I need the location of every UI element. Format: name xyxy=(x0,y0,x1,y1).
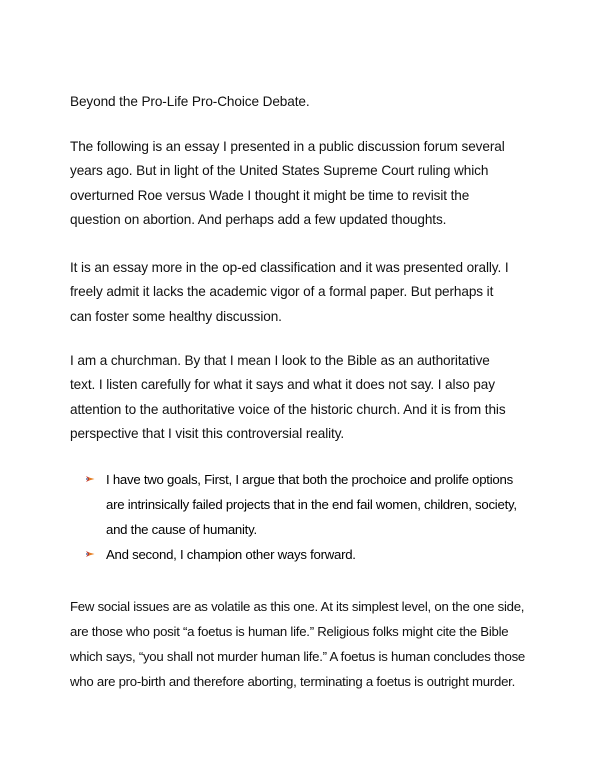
arrow-bullet-icon xyxy=(86,475,95,483)
paragraph-line: can foster some healthy discussion. xyxy=(70,308,282,324)
bullet-line: and the cause of humanity. xyxy=(106,522,257,537)
paragraph-line: overturned Roe versus Wade I thought it might be time to revisit the xyxy=(70,187,470,203)
paragraph-line: question on abortion. And perhaps add a few updated thoughts. xyxy=(70,211,447,227)
paragraph-line: who are pro-birth and therefore aborting, terminating a foetus is outright murder. xyxy=(70,674,515,689)
paragraph-line: are those who posit “a foetus is human life.” Religious folks might cite the Bible xyxy=(70,624,509,639)
bullet-item-goals xyxy=(86,467,546,542)
title-text: Beyond the Pro-Life Pro-Choice Debate. xyxy=(70,94,310,109)
bullet-item-second xyxy=(86,542,546,567)
paragraph-churchman xyxy=(70,349,540,446)
paragraph-social-issues xyxy=(70,594,540,694)
paragraph-line: years ago. But in light of the United States Supreme Court ruling which xyxy=(70,163,489,179)
paragraph-line: which says, “you shall not murder human life.” A foetus is human concludes those xyxy=(70,649,525,664)
paragraph-line: Few social issues are as volatile as this one. At its simplest level, on the one side, xyxy=(70,599,525,614)
paragraph-op-ed xyxy=(70,256,540,329)
document-title xyxy=(70,90,540,114)
bullet-line: And second, I champion other ways forward. xyxy=(106,547,356,562)
paragraph-intro xyxy=(70,135,540,232)
bullet-line: I have two goals, First, I argue that both the prochoice and prolife options xyxy=(106,472,513,487)
bullet-line: are intrinsically failed projects that in the end fail women, children, society, xyxy=(106,497,517,512)
paragraph-line: perspective that I visit this controversial reality. xyxy=(70,425,345,441)
paragraph-line: I am a churchman. By that I mean I look to the Bible as an authoritative xyxy=(70,353,490,368)
paragraph-line: attention to the authoritative voice of the historic church. And it is from this xyxy=(70,401,506,417)
paragraph-line: freely admit it lacks the academic vigor of a formal paper. But perhaps it xyxy=(70,284,494,300)
paragraph-line: It is an essay more in the op-ed classification and it was presented orally. I xyxy=(70,260,509,275)
paragraph-line: The following is an essay I presented in a public discussion forum several xyxy=(70,139,505,154)
arrow-bullet-icon xyxy=(86,550,95,558)
paragraph-line: text. I listen carefully for what it says and what it does not say. I also pay xyxy=(70,377,495,393)
goals-bullet-list xyxy=(86,467,546,567)
